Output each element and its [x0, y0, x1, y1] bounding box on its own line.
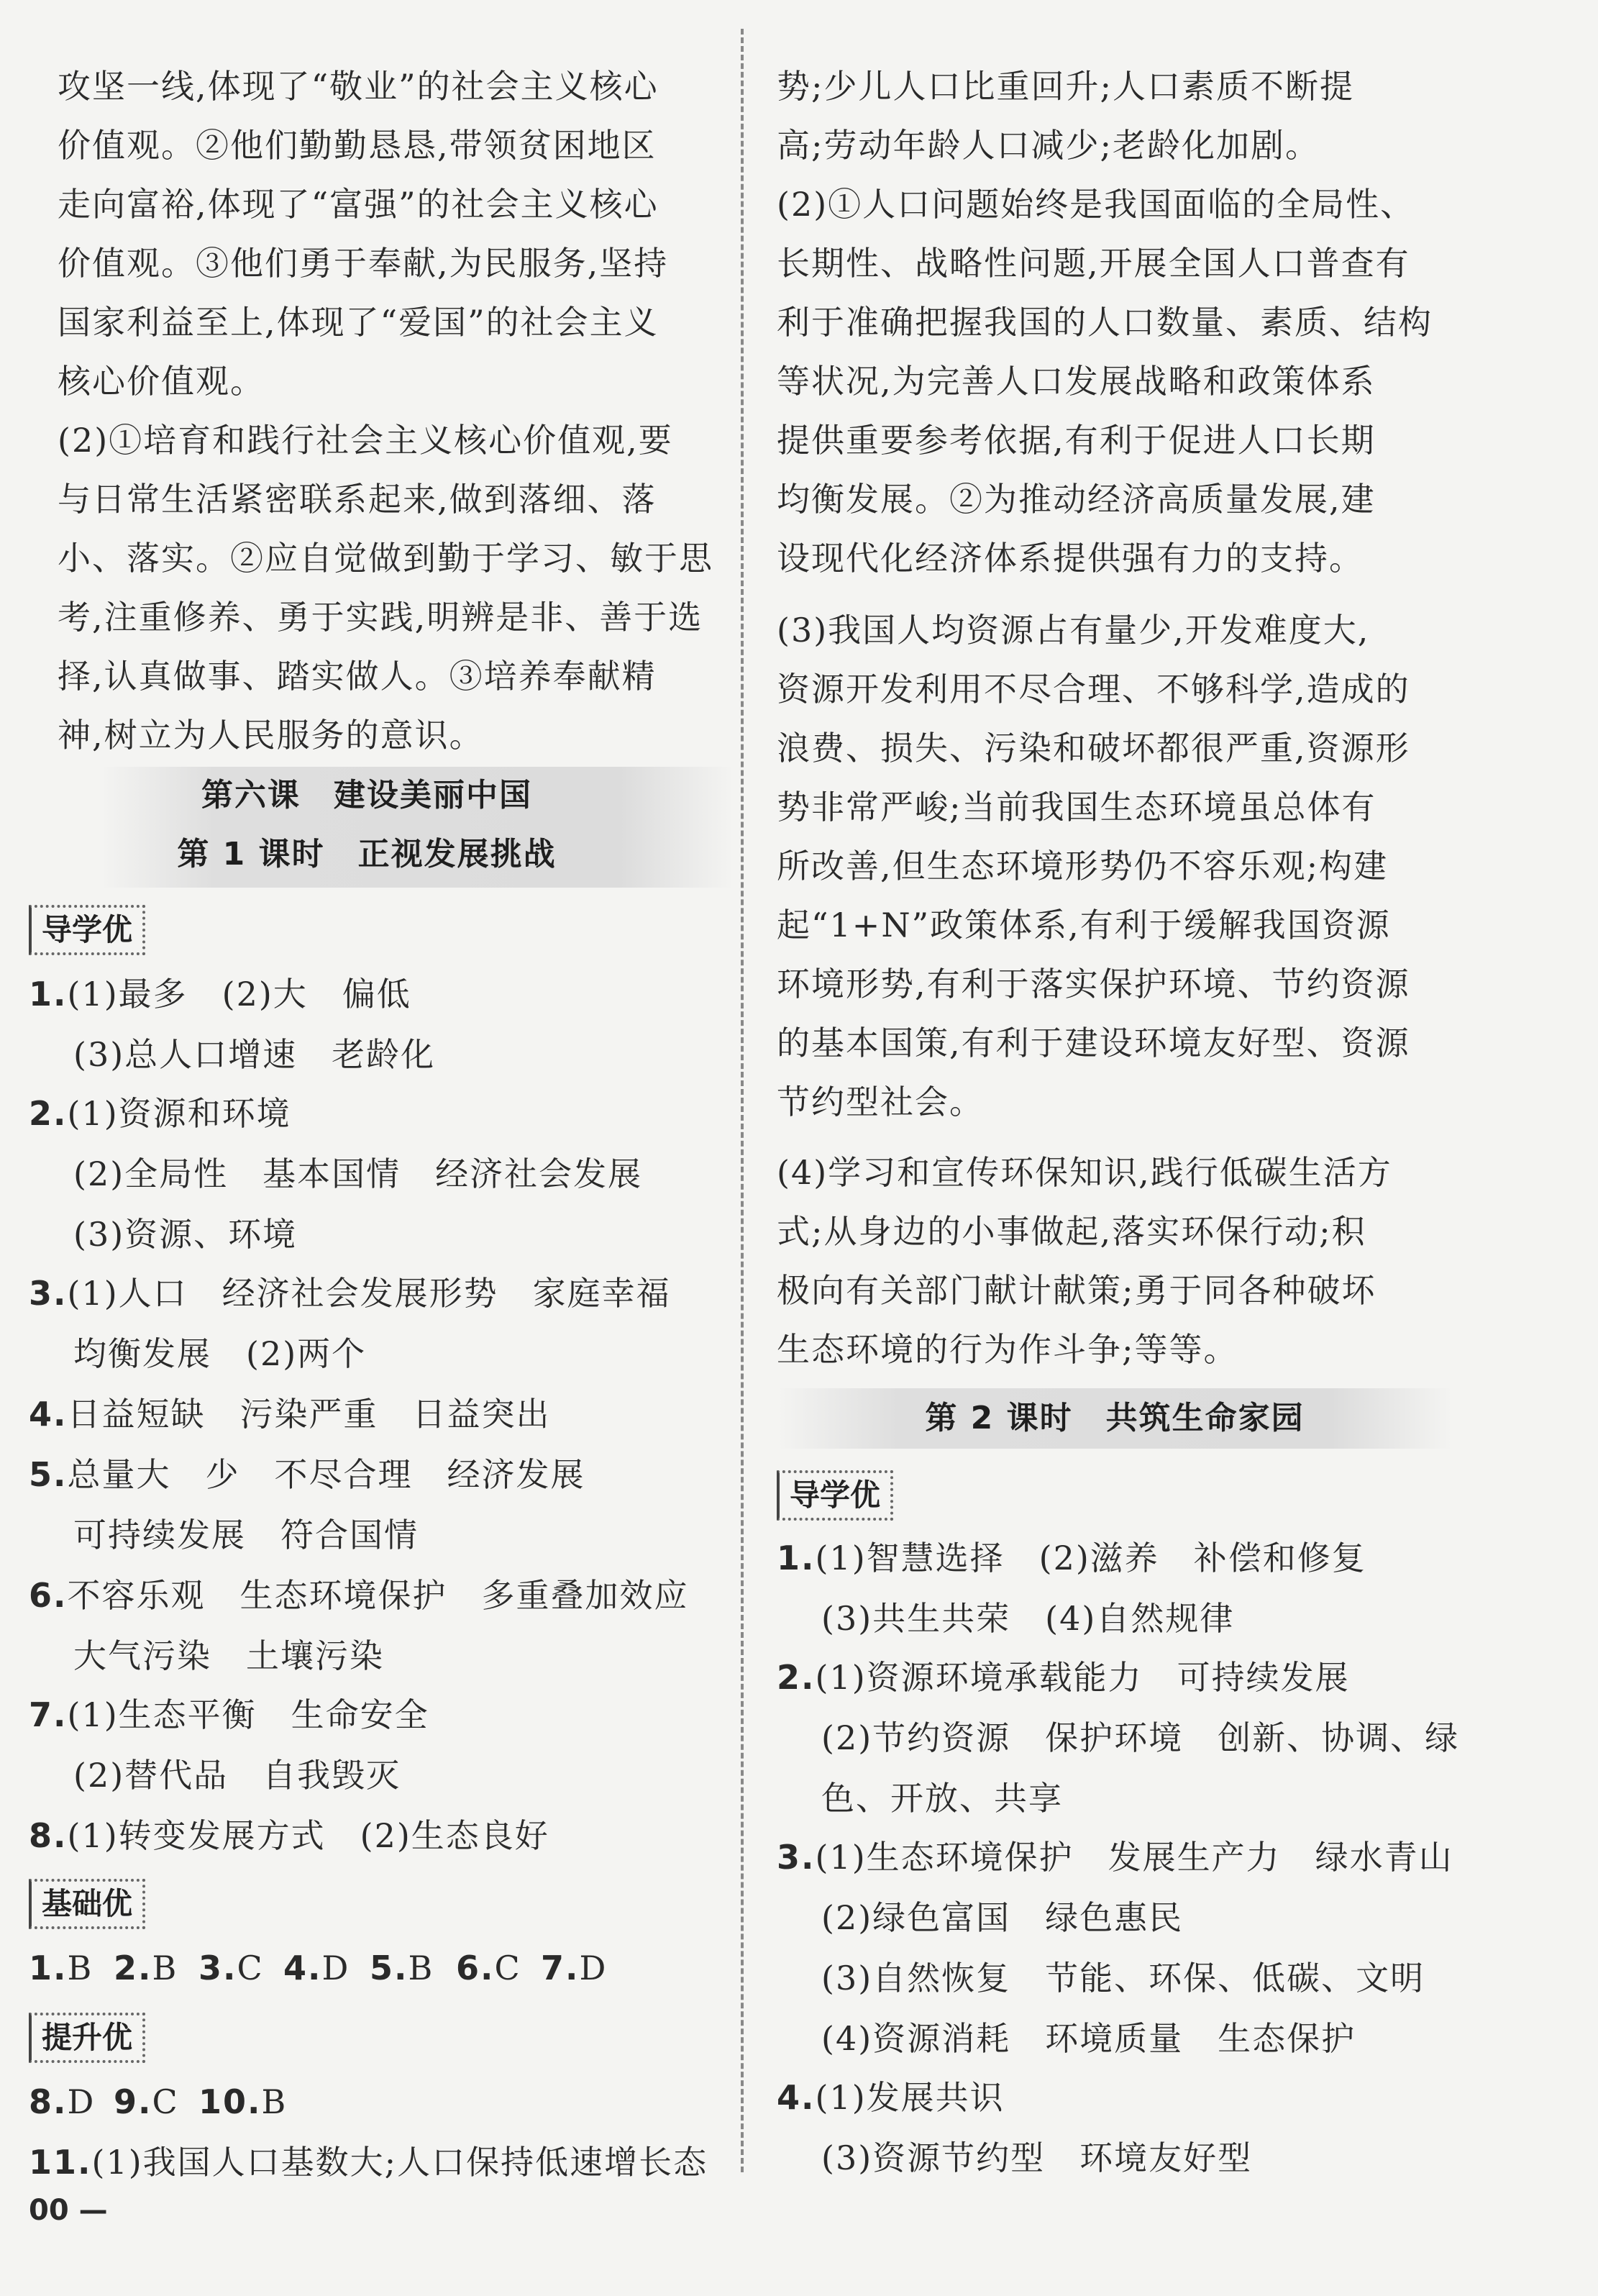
- text-line: 国家利益至上,体现了“爱国”的社会主义: [58, 303, 659, 342]
- tag-improve: 提升优: [29, 2013, 145, 2063]
- list-item: 4.(1)发展共识: [777, 2078, 1005, 2117]
- text-line: 势非常严峻;当前我国生态环境虽总体有: [777, 788, 1376, 826]
- text-line: 价值观。③他们勇于奉献,为民服务,坚持: [58, 244, 669, 283]
- text-line: 的基本国策,有利于建设环境友好型、资源: [777, 1024, 1410, 1062]
- column-divider: [741, 29, 744, 2172]
- text-line: 均衡发展。②为推动经济高质量发展,建: [777, 480, 1376, 519]
- list-item: 5.总量大 少 不尽合理 经济发展: [29, 1455, 585, 1494]
- text-line: 提供重要参考依据,有利于促进人口长期: [777, 421, 1376, 460]
- text-line: 起“1+N”政策体系,有利于缓解我国资源: [777, 906, 1391, 944]
- list-item: 2.(1)资源和环境: [29, 1094, 291, 1133]
- text-line: 择,认真做事、踏实做人。③培养奉献精: [58, 657, 657, 696]
- list-item: 1.(1)智慧选择 (2)滋养 补偿和修复: [777, 1539, 1366, 1577]
- text-line: 节约型社会。: [777, 1083, 984, 1121]
- tag-basic: 基础优: [29, 1879, 145, 1929]
- text-line: (3)我国人均资源占有量少,开发难度大,: [777, 611, 1370, 650]
- text-line: 设现代化经济体系提供强有力的支持。: [777, 539, 1364, 578]
- list-item: (3)资源节约型 环境友好型: [821, 2138, 1253, 2177]
- text-line: 浪费、损失、污染和破坏都很严重,资源形: [777, 729, 1410, 767]
- text-line: 长期性、战略性问题,开展全国人口普查有: [777, 244, 1410, 283]
- list-item: 色、开放、共享: [821, 1779, 1063, 1818]
- list-item: (3)自然恢复 节能、环保、低碳、文明: [821, 1959, 1425, 1997]
- text-line: 生态环境的行为作斗争;等等。: [777, 1330, 1238, 1369]
- list-item: (2)节约资源 保护环境 创新、协调、绿: [821, 1718, 1460, 1757]
- text-line: 核心价值观。: [58, 362, 265, 401]
- list-item: 3.(1)生态环境保护 发展生产力 绿水青山: [777, 1838, 1453, 1877]
- text-line: 式;从身边的小事做起,落实环保行动;积: [777, 1212, 1366, 1251]
- tag-guide: 导学优: [29, 905, 145, 955]
- text-line: 攻坚一线,体现了“敬业”的社会主义核心: [58, 67, 659, 106]
- list-item: 8.(1)转变发展方式 (2)生态良好: [29, 1816, 549, 1855]
- list-item: 7.(1)生态平衡 生命安全: [29, 1695, 429, 1734]
- text-line: 势;少儿人口比重回升;人口素质不断提: [777, 67, 1354, 106]
- text-line: 利于准确把握我国的人口数量、素质、结构: [777, 303, 1433, 342]
- text-line: (2)①人口问题始终是我国面临的全局性、: [777, 185, 1415, 224]
- list-item: (3)资源、环境: [73, 1215, 298, 1254]
- page-number: 00 —: [29, 2194, 108, 2227]
- section-title: 第 1 课时 正视发展挑战: [177, 836, 557, 873]
- text-line: (2)①培育和践行社会主义核心价值观,要: [58, 421, 673, 460]
- list-item: 4.日益短缺 污染严重 日益突出: [29, 1395, 551, 1434]
- text-line: 所改善,但生态环境形势仍不容乐观;构建: [777, 847, 1389, 885]
- list-item: 大气污染 土壤污染: [73, 1636, 384, 1675]
- text-line: 环境形势,有利于落实保护环境、节约资源: [777, 965, 1410, 1003]
- section-title: 第 2 课时 共筑生命家园: [925, 1400, 1305, 1436]
- text-line: 小、落实。②应自觉做到勤于学习、敏于思: [58, 539, 713, 578]
- text-line: (4)学习和宣传环保知识,践行低碳生活方: [777, 1153, 1392, 1192]
- text-line: 走向富裕,体现了“富强”的社会主义核心: [58, 185, 659, 224]
- list-item: 3.(1)人口 经济社会发展形势 家庭幸福: [29, 1274, 671, 1313]
- list-item: 1.(1)最多 (2)大 偏低: [29, 975, 411, 1013]
- list-item: (2)全局性 基本国情 经济社会发展: [73, 1154, 643, 1193]
- list-item: 11.(1)我国人口基数大;人口保持低速增长态: [29, 2143, 708, 2182]
- list-item: (2)绿色富国 绿色惠民: [821, 1898, 1184, 1937]
- text-line: 资源开发利用不尽合理、不够科学,造成的: [777, 670, 1410, 709]
- list-item: 均衡发展 (2)两个: [73, 1334, 367, 1373]
- text-line: 神,树立为人民服务的意识。: [58, 716, 484, 755]
- lesson-title: 第六课 建设美丽中国: [201, 777, 532, 814]
- list-item: (3)总人口增速 老龄化: [73, 1035, 436, 1074]
- text-line: 等状况,为完善人口发展战略和政策体系: [777, 362, 1376, 401]
- list-item: (2)替代品 自我毁灭: [73, 1756, 401, 1795]
- text-line: 与日常生活紧密联系起来,做到落细、落: [58, 480, 657, 519]
- list-item: 可持续发展 符合国情: [73, 1516, 419, 1554]
- list-item: (3)共生共荣 (4)自然规律: [821, 1599, 1235, 1638]
- text-line: 高;劳动年龄人口减少;老龄化加剧。: [777, 126, 1320, 165]
- text-line: 考,注重修养、勇于实践,明辨是非、善于选: [58, 598, 703, 637]
- text-line: 极向有关部门献计献策;勇于同各种破坏: [777, 1271, 1376, 1310]
- list-item: (4)资源消耗 环境质量 生态保护: [821, 2019, 1356, 2058]
- list-item: 2.(1)资源环境承载能力 可持续发展: [777, 1658, 1350, 1697]
- tag-guide: 导学优: [777, 1470, 893, 1521]
- list-item: 6.不容乐观 生态环境保护 多重叠加效应: [29, 1576, 689, 1615]
- text-line: 价值观。②他们勤勤恳恳,带领贫困地区: [58, 126, 657, 165]
